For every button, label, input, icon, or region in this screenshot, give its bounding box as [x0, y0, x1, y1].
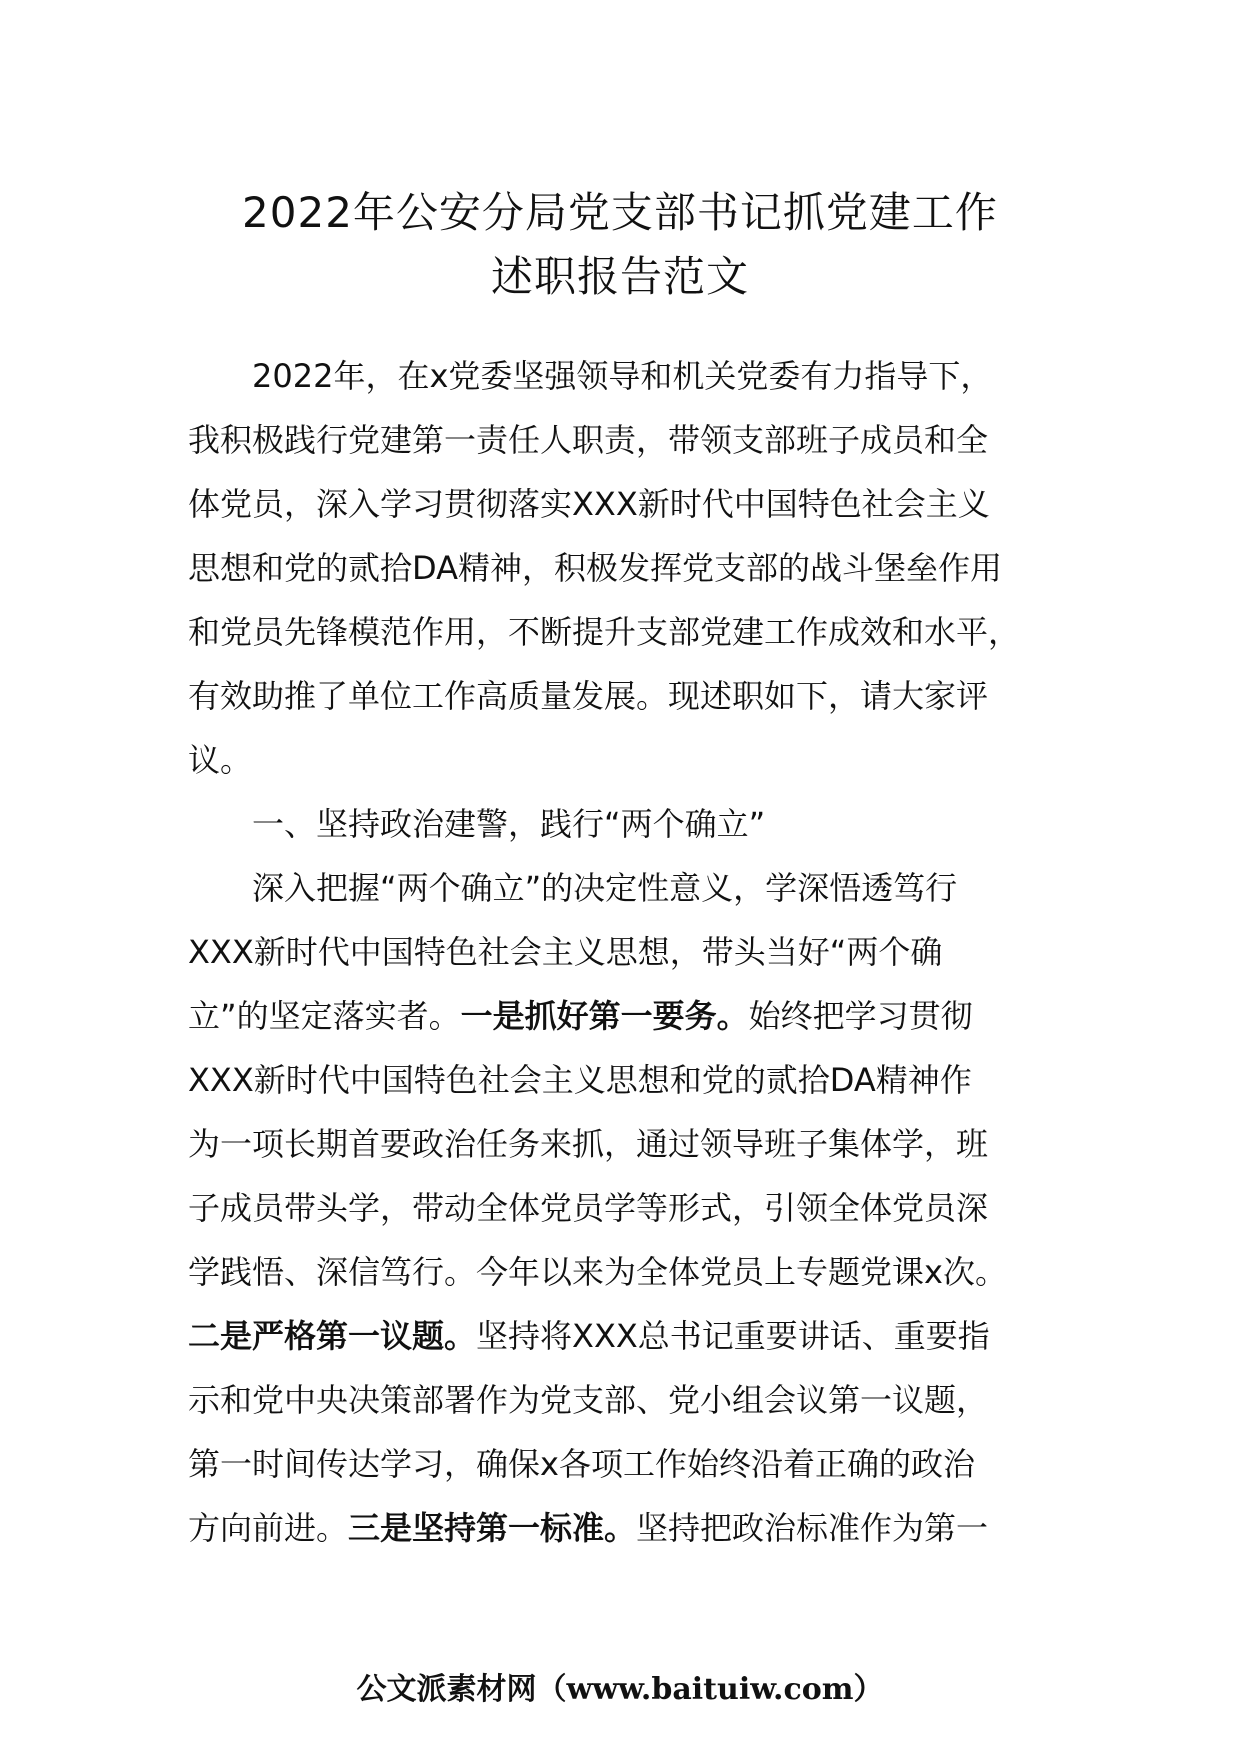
- section-1-heading: 一、坚持政治建警，践行“两个确立”: [252, 805, 766, 843]
- section-1-line-11: [188, 1508, 988, 1548]
- section-1-line-3: [188, 996, 973, 1036]
- section-1-line-9: 示和党中央决策部署作为党支部、党小组会议第一议题，: [188, 1381, 989, 1419]
- section-1-line-6: 子成员带头学，带动全体党员学等形式，引领全体党员深: [188, 1189, 989, 1227]
- intro-line-3: 体党员，深入学习贯彻落实XXX新时代中国特色社会主义: [188, 485, 990, 523]
- section-1-line-11-text: 方向前进。: [188, 1509, 349, 1547]
- point-3-label: 三是坚持第一标准。: [348, 1509, 637, 1547]
- intro-line-2: 我积极践行党建第一责任人职责，带领支部班子成员和全: [188, 421, 989, 459]
- section-1-line-7: 学践悟、深信笃行。今年以来为全体党员上专题党课x次。: [188, 1253, 1007, 1291]
- footer-watermark: 公文派素材网（www.baituiw.com）: [356, 1672, 884, 1707]
- intro-line-4: 思想和党的贰拾DA精神，积极发挥党支部的战斗堡垒作用: [188, 549, 1002, 587]
- intro-line-5: 和党员先锋模范作用，不断提升支部党建工作成效和水平，: [188, 613, 1021, 651]
- section-1-line-3-text: 立”的坚定落实者。: [188, 997, 461, 1035]
- intro-line-1: 2022年，在x党委坚强领导和机关党委有力指导下，: [252, 357, 993, 395]
- point-2-label: 二是严格第一议题。: [188, 1317, 477, 1355]
- section-1-line-8-tail: 坚持将XXX总书记重要讲话、重要指: [476, 1317, 990, 1355]
- section-1-line-1: 深入把握“两个确立”的决定性意义，学深悟透笃行: [252, 869, 958, 907]
- intro-line-7: 议。: [188, 741, 253, 779]
- point-1-label: 一是抓好第一要务。: [460, 997, 749, 1035]
- document-title-line-1: 2022年公安分局党支部书记抓党建工作: [242, 188, 998, 237]
- section-1-line-2: XXX新时代中国特色社会主义思想，带头当好“两个确: [188, 933, 943, 971]
- document-title-line-2: 述职报告范文: [490, 252, 749, 301]
- section-1-line-4: XXX新时代中国特色社会主义思想和党的贰拾DA精神作: [188, 1061, 972, 1099]
- section-1-line-3-tail: 始终把学习贯彻: [748, 997, 973, 1035]
- section-1-line-5: 为一项长期首要政治任务来抓，通过领导班子集体学，班: [188, 1125, 989, 1163]
- section-1-line-11-tail: 坚持把政治标准作为第一: [636, 1509, 989, 1547]
- section-1-line-10: 第一时间传达学习，确保x各项工作始终沿着正确的政治: [188, 1445, 975, 1483]
- section-1-line-8: [188, 1316, 990, 1356]
- intro-line-6: 有效助推了单位工作高质量发展。现述职如下，请大家评: [188, 677, 989, 715]
